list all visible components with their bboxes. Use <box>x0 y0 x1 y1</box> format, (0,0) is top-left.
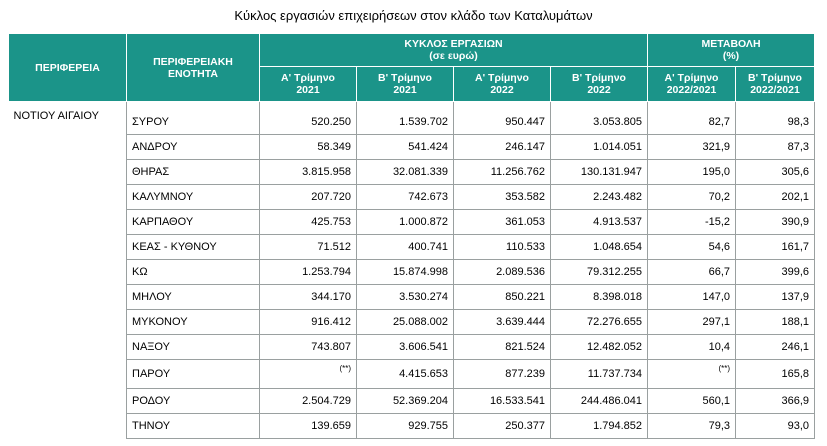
value-cell: 3.639.444 <box>454 310 551 335</box>
unit-cell: ΚΑΡΠΑΘΟΥ <box>127 210 260 235</box>
value-cell: 950.447 <box>454 102 551 135</box>
unit-cell: ΠΑΡΟΥ <box>127 360 260 389</box>
header-line: 2021 <box>296 84 320 96</box>
value-cell: 2.089.536 <box>454 260 551 285</box>
value-cell: 244.486.041 <box>551 389 648 414</box>
unit-cell: ΚΕΑΣ - ΚΥΘΝΟΥ <box>127 235 260 260</box>
value-cell: 305,6 <box>736 160 815 185</box>
table-row <box>9 185 815 210</box>
table-row <box>9 210 815 235</box>
unit-cell: ΣΥΡΟΥ <box>127 102 260 135</box>
value-cell: 1.794.852 <box>551 414 648 439</box>
turnover-table <box>8 33 815 439</box>
value-cell: 4.415.653 <box>357 360 454 389</box>
table-row <box>9 135 815 160</box>
header-change-unit: (%) <box>722 50 740 62</box>
value-cell: 1.253.794 <box>260 260 357 285</box>
table-row <box>9 260 815 285</box>
header-turnover-group <box>260 34 648 67</box>
value-cell: 344.170 <box>260 285 357 310</box>
value-cell: 399,6 <box>736 260 815 285</box>
header-line: Β' Τρίμηνο <box>572 72 626 84</box>
table-header <box>9 34 815 102</box>
value-cell: 195,0 <box>648 160 736 185</box>
value-cell: 4.913.537 <box>551 210 648 235</box>
unit-cell: ΜΗΛΟΥ <box>127 285 260 310</box>
header-line: 2022 <box>490 84 514 96</box>
value-cell: 66,7 <box>648 260 736 285</box>
header-col-q2-2022 <box>551 67 648 102</box>
value-cell: 400.741 <box>357 235 454 260</box>
table-title: Κύκλος εργασιών επιχειρήσεων στον κλάδο των Καταλυμάτων <box>234 8 593 23</box>
value-cell: 3.530.274 <box>357 285 454 310</box>
value-cell: 3.053.805 <box>551 102 648 135</box>
unit-cell: ΡΟΔΟΥ <box>127 389 260 414</box>
table-row <box>9 360 815 389</box>
header-line: 2022 <box>587 84 611 96</box>
value-cell: 79,3 <box>648 414 736 439</box>
value-cell: 11.737.734 <box>551 360 648 389</box>
value-cell: 98,3 <box>736 102 815 135</box>
table-row <box>9 160 815 185</box>
value-cell: 850.221 <box>454 285 551 310</box>
header-line: 2022/2021 <box>750 84 800 96</box>
header-line: 2021 <box>393 84 417 96</box>
value-cell: 52.369.204 <box>357 389 454 414</box>
value-cell: 560,1 <box>648 389 736 414</box>
value-cell: 58.349 <box>260 135 357 160</box>
value-cell: 70,2 <box>648 185 736 210</box>
value-cell: 72.276.655 <box>551 310 648 335</box>
value-cell: 929.755 <box>357 414 454 439</box>
value-cell: -15,2 <box>648 210 736 235</box>
value-cell: 877.239 <box>454 360 551 389</box>
table-row <box>9 235 815 260</box>
value-cell: 246.147 <box>454 135 551 160</box>
value-cell: 297,1 <box>648 310 736 335</box>
value-cell: 207.720 <box>260 185 357 210</box>
table-row <box>9 310 815 335</box>
value-cell: 353.582 <box>454 185 551 210</box>
value-cell: 32.081.339 <box>357 160 454 185</box>
value-cell: 161,7 <box>736 235 815 260</box>
value-cell: 202,1 <box>736 185 815 210</box>
header-line: Β' Τρίμηνο <box>378 72 432 84</box>
header-col-q2-2021 <box>357 67 454 102</box>
value-cell: 742.673 <box>357 185 454 210</box>
table-row <box>9 389 815 414</box>
header-line: 2022/2021 <box>666 84 717 96</box>
value-cell: 2.504.729 <box>260 389 357 414</box>
header-change-title: ΜΕΤΑΒΟΛΗ <box>701 38 761 50</box>
header-change-group <box>648 34 815 67</box>
value-cell: 82,7 <box>648 102 736 135</box>
value-cell: 366,9 <box>736 389 815 414</box>
value-cell: 16.533.541 <box>454 389 551 414</box>
value-cell: 110.533 <box>454 235 551 260</box>
table-row <box>9 335 815 360</box>
unit-cell: ΚΑΛΥΜΝΟΥ <box>127 185 260 210</box>
unit-cell: ΘΗΡΑΣ <box>127 160 260 185</box>
value-cell: 79.312.255 <box>551 260 648 285</box>
unit-cell: ΤΗΝΟΥ <box>127 414 260 439</box>
value-cell: 165,8 <box>736 360 815 389</box>
value-cell: 821.524 <box>454 335 551 360</box>
header-regional-unit: ΠΕΡΙΦΕΡΕΙΑΚΗ ΕΝΟΤΗΤΑ <box>127 34 260 102</box>
value-cell: 2.243.482 <box>551 185 648 210</box>
value-cell: 520.250 <box>260 102 357 135</box>
value-cell: 71.512 <box>260 235 357 260</box>
value-cell: 10,4 <box>648 335 736 360</box>
value-cell: 916.412 <box>260 310 357 335</box>
header-region: ΠΕΡΙΦΕΡΕΙΑ <box>9 34 127 102</box>
value-cell: 147,0 <box>648 285 736 310</box>
value-cell: 743.807 <box>260 335 357 360</box>
header-col-change-q2 <box>736 67 815 102</box>
header-line: Β' Τρίμηνο <box>748 72 802 84</box>
unit-cell: ΜΥΚΟΝΟΥ <box>127 310 260 335</box>
header-turnover-unit: (σε ευρώ) <box>429 50 478 62</box>
header-line: Α' Τρίμηνο <box>475 72 529 84</box>
value-cell: 321,9 <box>648 135 736 160</box>
value-cell: 11.256.762 <box>454 160 551 185</box>
header-col-q1-2022 <box>454 67 551 102</box>
table-row <box>9 102 815 135</box>
header-line: Α' Τρίμηνο <box>664 72 719 84</box>
value-cell: 361.053 <box>454 210 551 235</box>
unit-cell: ΑΝΔΡΟΥ <box>127 135 260 160</box>
value-cell: 130.131.947 <box>551 160 648 185</box>
table-row <box>9 285 815 310</box>
header-col-change-q1 <box>648 67 736 102</box>
value-cell: 3.815.958 <box>260 160 357 185</box>
value-cell: 1.000.872 <box>357 210 454 235</box>
header-col-q1-2021 <box>260 67 357 102</box>
value-cell: 1.048.654 <box>551 235 648 260</box>
value-cell: 541.424 <box>357 135 454 160</box>
region-cell: ΝΟΤΙΟΥ ΑΙΓΑΙΟΥ <box>9 102 127 439</box>
value-cell: 54,6 <box>648 235 736 260</box>
value-cell: 3.606.541 <box>357 335 454 360</box>
value-cell: 15.874.998 <box>357 260 454 285</box>
value-cell: 12.482.052 <box>551 335 648 360</box>
value-cell: 1.539.702 <box>357 102 454 135</box>
value-cell: 188,1 <box>736 310 815 335</box>
value-cell: 8.398.018 <box>551 285 648 310</box>
value-cell: 93,0 <box>736 414 815 439</box>
table-row <box>9 414 815 439</box>
value-cell: 25.088.002 <box>357 310 454 335</box>
header-turnover-title: ΚΥΚΛΟΣ ΕΡΓΑΣΙΩΝ <box>404 38 503 50</box>
value-cell: 87,3 <box>736 135 815 160</box>
value-cell: 139.659 <box>260 414 357 439</box>
unit-cell: ΝΑΞΟΥ <box>127 335 260 360</box>
value-cell: 390,9 <box>736 210 815 235</box>
value-cell: 1.014.051 <box>551 135 648 160</box>
unit-cell: ΚΩ <box>127 260 260 285</box>
header-line: Α' Τρίμηνο <box>281 72 335 84</box>
table-body <box>9 102 815 439</box>
value-cell: 246,1 <box>736 335 815 360</box>
value-cell: 137,9 <box>736 285 815 310</box>
value-cell: 425.753 <box>260 210 357 235</box>
value-cell: 250.377 <box>454 414 551 439</box>
value-cell-note: (**) <box>648 360 736 389</box>
value-cell-note: (**) <box>260 360 357 389</box>
